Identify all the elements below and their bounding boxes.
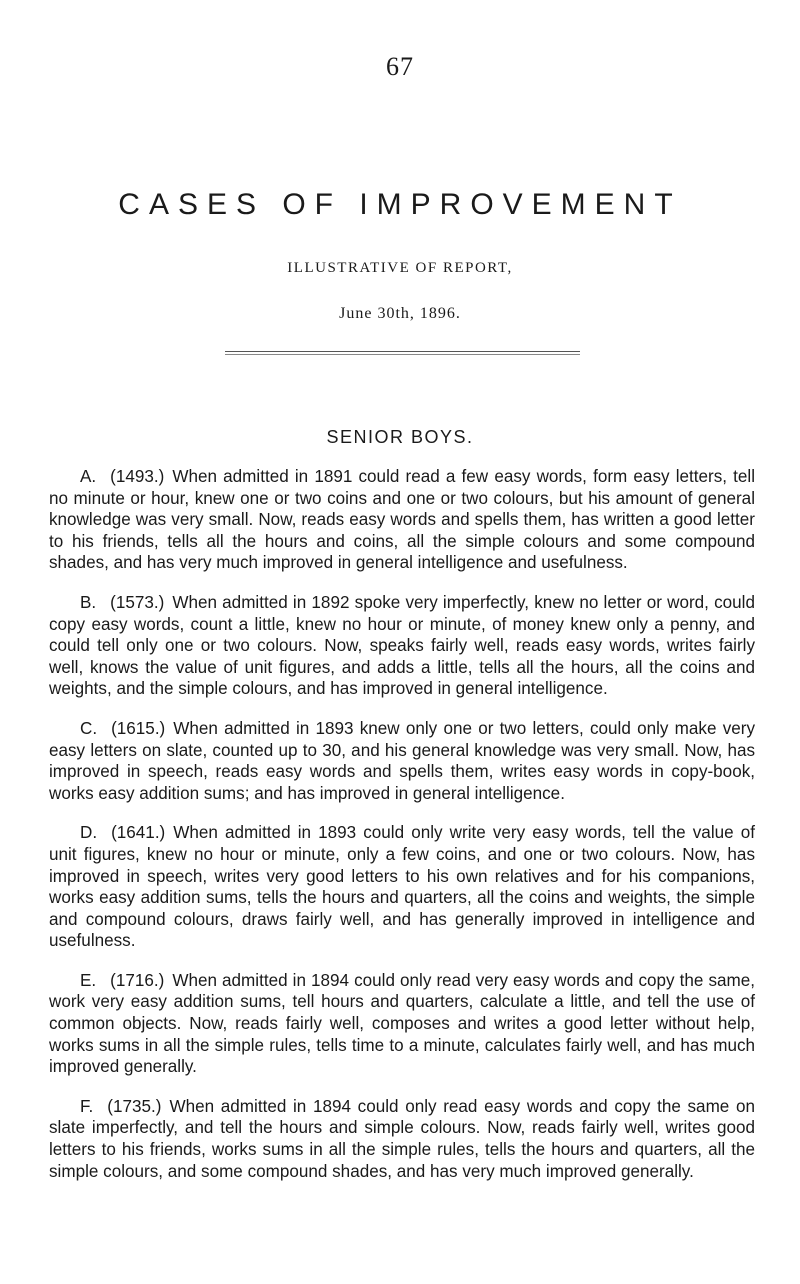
case-letter: A. bbox=[80, 467, 97, 486]
divider-rule bbox=[225, 351, 580, 352]
case-number: (1573.) bbox=[110, 592, 165, 612]
case-text: When admitted in 1893 could only write very easy words, tell the value of unit figures, knew no hour or minute, only a few coins, and one or two colours. Now, has improved in speech, writes very good letters to his own relatives and for his companions, works easy addition sums, tells the hours and quarters, all the coins and weights, the simple and compound colours, draws fairly well, and has generally improved in intelligence and usefulness. bbox=[49, 823, 755, 951]
case-text: When admitted in 1894 could only read easy words and copy the same on slate imperfectly, and tell the hours and simple colours. Now, reads fairly well, writes good letters to his friends, works sums in all the simple rules, tells the hours and quarters, all the simple colours, and some compound shades, and has very much improved generally. bbox=[49, 1096, 755, 1181]
case-text: When admitted in 1894 could only read very easy words and copy the same, work very easy addition sums, tell hours and quarters, calculate a little, and tell the use of common objects. Now, reads fairly well, composes and writes a good letter without help, works sums in all the simple rules, tells time to a minute, calculates fairly well, and has much improved generally. bbox=[49, 970, 755, 1077]
case-text: When admitted in 1892 spoke very imperfectly, knew no letter or word, could copy easy words, count a little, knew no hour or minute, of money knew only a penny, and could tell only one or two colours. Now, speaks fairly well, reads easy words, writes fairly well, knows the value of unit figures, and adds a little, tells all the hours, all the coins and weights, and the simple colours, and has improved in general intelligence. bbox=[49, 592, 755, 699]
case-list bbox=[49, 466, 755, 1200]
page-title: CASES OF IMPROVEMENT bbox=[118, 188, 682, 221]
case-number: (1735.) bbox=[107, 1096, 162, 1116]
case-paragraph-c bbox=[49, 718, 755, 804]
case-paragraph-b bbox=[49, 592, 755, 700]
case-text: When admitted in 1893 knew only one or two letters, could only make very easy letters on slate, counted up to 30, and his general knowledge was very small. Now, has improved in speech, reads easy words and spells them, writes easy words in copy-book, works easy addition sums; and has improved in general intelligence. bbox=[49, 718, 755, 803]
subtitle: ILLUSTRATIVE OF REPORT, bbox=[287, 260, 513, 276]
case-number: (1716.) bbox=[110, 970, 165, 990]
case-paragraph-f bbox=[49, 1096, 755, 1182]
case-letter: E. bbox=[80, 970, 97, 990]
case-number: (1493.) bbox=[110, 467, 165, 486]
case-letter: D. bbox=[80, 823, 98, 843]
case-paragraph-d bbox=[49, 822, 755, 952]
case-number: (1615.) bbox=[111, 718, 166, 738]
case-letter: B. bbox=[80, 592, 97, 612]
case-letter: C. bbox=[80, 718, 98, 738]
case-text: When admitted in 1891 could read a few easy words, form easy letters, tell no minute or hour, knew one or two coins and one or two colours, but his amount of general knowledge was very small. Now, reads easy words and spells them, has written a good letter to his friends, tells all the hours and coins, all the simple colours and some compound shades, and has very much improved in general intelligence and usefulness. bbox=[49, 467, 755, 573]
case-number: (1641.) bbox=[111, 823, 166, 843]
case-paragraph-a bbox=[49, 466, 755, 574]
case-letter: F. bbox=[80, 1096, 94, 1116]
report-date: June 30th, 1896. bbox=[339, 305, 461, 322]
section-heading: SENIOR BOYS. bbox=[326, 427, 474, 447]
case-paragraph-e bbox=[49, 970, 755, 1078]
page-number: 67 bbox=[386, 52, 414, 81]
